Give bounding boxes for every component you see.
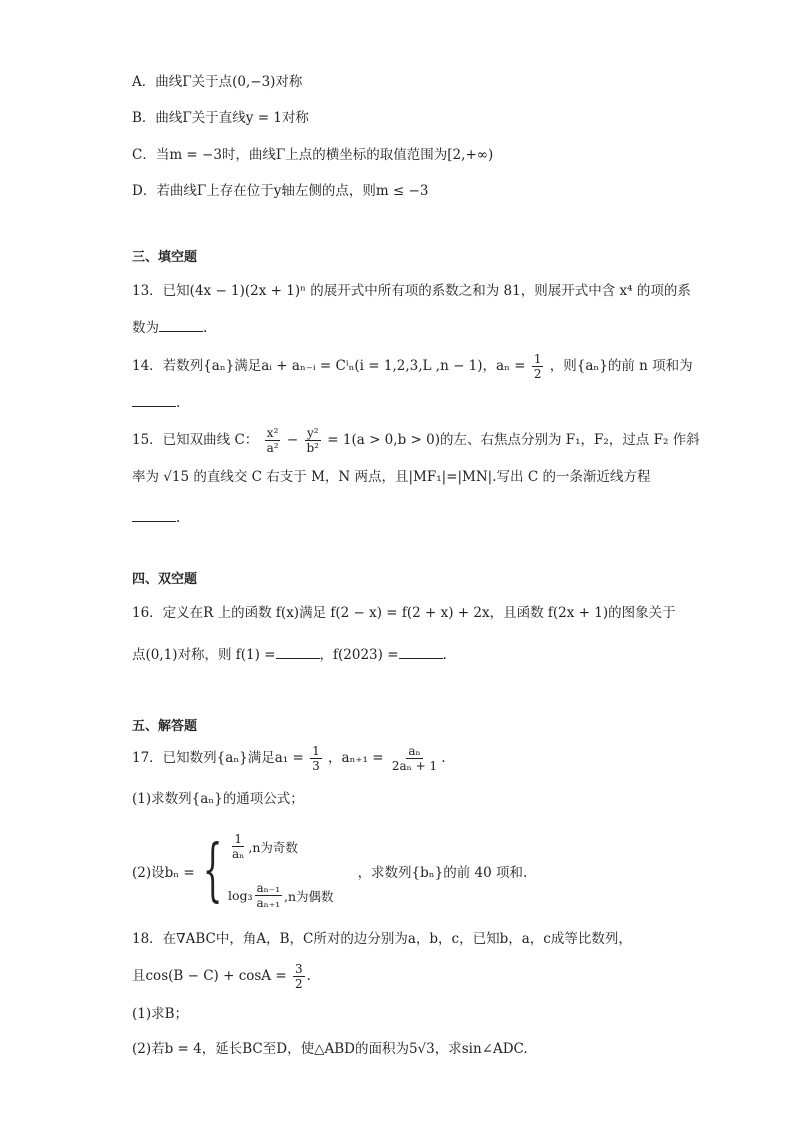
- frac-num: x²: [266, 426, 279, 440]
- q14-line2: .: [132, 392, 180, 413]
- fraction: [230, 832, 246, 861]
- q14-prefix: 14．若数列{aₙ}满足aᵢ + aₙ₋ᵢ = Cⁱₙ(i = 1,2,3,L ,n − 1)，aₙ =: [132, 358, 526, 374]
- q17-part2-prefix: (2)设bₙ =: [132, 865, 195, 881]
- piecewise-cases: [228, 832, 334, 910]
- q18-line1: 18．在∇ABC中，角A，B，C所对的边分别为a，b，c，已知b，a，c成等比数列，: [132, 931, 632, 947]
- frac-den: b²: [306, 441, 319, 455]
- q17-line1: 17．已知数列{aₙ}满足a₁ = $\frac{1}{3}$ ，aₙ₊₁ = $\frac{\text{aₙ}}{\text{2aₙ + 1}}$ .: [132, 744, 446, 773]
- q15-suffix: = 1(a > 0,b > 0)的左、右焦点分别为 F₁，F₂，过点 F₂ 作斜: [327, 432, 700, 448]
- fraction: [390, 744, 439, 773]
- fraction: [265, 426, 281, 455]
- frac-den: 3: [312, 759, 320, 773]
- frac-den: aₙ: [231, 847, 245, 861]
- q15-prefix: 15．已知双曲线 C：: [132, 432, 259, 448]
- option-b: B．曲线Γ关于直线y = 1对称: [132, 110, 309, 126]
- q15-line3: .: [132, 507, 180, 528]
- frac-den: aₙ₊₁: [256, 896, 281, 910]
- q18-line2: 且cos(B − C) + cosA = $\frac{3}{2}$ .: [132, 962, 311, 991]
- q15-line1: [132, 426, 700, 455]
- minus-sign: −: [286, 432, 299, 448]
- q15-line2: 率为 √15 的直线交 C 右支于 M，N 两点，且|MF₁|=|MN|.写出 C 的一条渐近线方程: [132, 469, 651, 485]
- q13-line1: 13．已知(4x − 1)(2x + 1)ⁿ 的展开式中所有项的系数之和为 81，则展开式中含 x⁴ 的项的系: [132, 283, 691, 299]
- answer-blank: [132, 392, 176, 407]
- option-a: A．曲线Γ关于点(0,−3)对称: [132, 74, 303, 90]
- option-d: D．若曲线Γ上存在位于y轴左侧的点，则m ≤ −3: [132, 183, 429, 199]
- q18-prefix: 且cos(B − C) + cosA =: [132, 968, 287, 984]
- frac-den: 2: [533, 367, 542, 381]
- section-solve: 五、解答题: [132, 719, 198, 734]
- q14-suffix: ，则{aₙ}的前 n 项和为: [549, 358, 693, 374]
- left-brace: {: [202, 831, 223, 910]
- answer-blank: [276, 644, 320, 659]
- q16-text-a: 点(0,1)对称，则 f(1) =: [132, 647, 276, 663]
- fraction: [310, 744, 322, 773]
- case-even-condition: ,n为偶数: [284, 888, 334, 904]
- fraction: [304, 426, 321, 455]
- frac-den: a²: [266, 441, 279, 455]
- option-c: C．当m = −3时，曲线Γ上点的横坐标的取值范围为[2,+∞): [132, 147, 494, 163]
- fraction: [293, 962, 305, 991]
- answer-blank: [132, 507, 176, 522]
- answer-blank: [159, 317, 203, 332]
- frac-num: aₙ₋₁: [256, 881, 281, 895]
- fraction: [255, 881, 283, 910]
- q13-text: 数为: [132, 320, 159, 336]
- q18-part2: (2)若b = 4，延长BC至D，使△ABD的面积为5√3，求sin∠ADC.: [132, 1041, 528, 1057]
- frac-den: 2aₙ + 1: [391, 759, 438, 773]
- frac-num: 3: [294, 962, 303, 976]
- q13-line2: 数为 .: [132, 317, 207, 338]
- q14-line1: [132, 352, 693, 381]
- q16-text-b: ，f(2023) =: [319, 647, 399, 663]
- q17-prefix: 17．已知数列{aₙ}满足a₁ =: [132, 750, 304, 766]
- q16-line2: 点(0,1)对称，则 f(1) = ，f(2023) = .: [132, 644, 447, 665]
- frac-den: 2: [294, 977, 303, 991]
- q17-part2-suffix: ，求数列{bₙ}的前 40 项和.: [357, 865, 528, 881]
- answer-blank: [399, 644, 443, 659]
- frac-num: 1: [533, 352, 542, 366]
- q17-mid: ，aₙ₊₁ =: [328, 750, 384, 766]
- frac-num: 1: [312, 744, 320, 758]
- frac-num: y²: [306, 426, 319, 440]
- case-odd: [228, 832, 334, 861]
- q17-part1: (1)求数列{aₙ}的通项公式；: [132, 791, 304, 807]
- case-odd-condition: ,n为奇数: [248, 839, 298, 855]
- frac-num: aₙ: [408, 744, 421, 758]
- section-fill-in: 三、填空题: [132, 250, 198, 265]
- fraction: [532, 352, 544, 381]
- q18-part1: (1)求B；: [132, 1006, 189, 1022]
- section-double-blank: 四、双空题: [132, 572, 198, 587]
- frac-num: 1: [234, 832, 242, 846]
- q17-part2: [132, 828, 527, 914]
- case-even: [228, 881, 334, 910]
- log-base: log₃: [227, 888, 253, 903]
- q16-line1: 16．定义在R 上的函数 f(x)满足 f(2 − x) = f(2 + x) + 2x，且函数 f(2x + 1)的图象关于: [132, 605, 676, 621]
